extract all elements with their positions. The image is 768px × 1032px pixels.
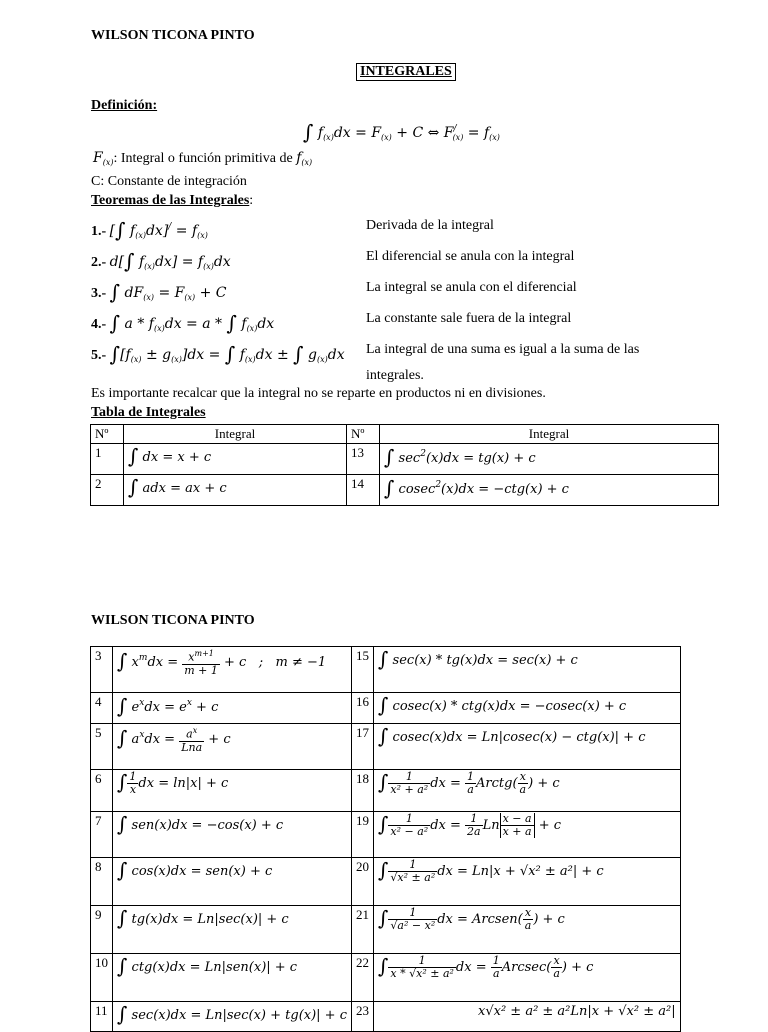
row-formula: ∫ sec(x) * tg(x)dx = sec(x) + c xyxy=(374,647,681,693)
theorems-heading-colon: : xyxy=(249,193,254,208)
integrals-table-page2 xyxy=(90,646,681,1032)
theorem-formula: d[∫ $f_{(x)}dx] = f_{(x)}dx$ xyxy=(109,249,231,273)
row-formula: x√x² ± a² ± a²Ln|x + √x² ± a²| xyxy=(374,1002,681,1032)
theorems-heading-text: Teoremas de las Integrales xyxy=(91,193,250,208)
table-row xyxy=(91,475,719,506)
row-number: 9 xyxy=(91,906,113,954)
row-formula: ∫ cosec$^2$(x)dx = −ctg(x) + c xyxy=(380,475,719,506)
row-number: 15 xyxy=(352,647,374,693)
theorem-2-desc: El diferencial se anula con la integral xyxy=(366,249,575,264)
theorem-5 xyxy=(91,340,345,364)
table-row xyxy=(91,1002,681,1032)
row-number: 6 xyxy=(91,770,113,812)
theorem-number: 2.- xyxy=(91,255,107,270)
row-formula: ∫ $x^mdx$ = $\frac{x^{m+1}}{m + 1}$ + c ; m ≠ −1 xyxy=(113,647,352,693)
row-number: 23 xyxy=(352,1002,374,1032)
row-number: 11 xyxy=(91,1002,113,1032)
row-number: 22 xyxy=(352,954,374,1002)
row-formula: ∫ sec(x)dx = Ln|sec(x) + tg(x)| + c xyxy=(113,1002,352,1032)
theorem-3 xyxy=(91,278,226,302)
definition-heading: Definición: xyxy=(91,98,158,113)
definition-f-desc: : Integral o función primitiva de xyxy=(113,151,297,166)
table-header-row xyxy=(91,425,719,444)
theorem-number: 4.- xyxy=(91,317,107,332)
theorem-3-desc: La integral se anula con el diferencial xyxy=(366,280,577,295)
theorem-number: 5.- xyxy=(91,348,107,363)
row-formula: ∫ $\frac{1}{\text{√x² ± a²}}$ dx = Ln|x + √x² ± a²| + c xyxy=(374,858,681,906)
header-num: Nº xyxy=(347,425,380,444)
row-formula: ∫ cosec(x) * ctg(x)dx = −cosec(x) + c xyxy=(374,693,681,724)
table-row xyxy=(91,444,719,475)
page-title-text: INTEGRALES xyxy=(360,64,452,79)
integrals-table-page1 xyxy=(90,424,719,506)
row-number: 16 xyxy=(352,693,374,724)
row-formula: ∫ $\frac{1}{\text{x * √x² ± a²}}$ dx = $\frac{1}{a}$ Arcsec( $\frac{x}{a}$ ) + c xyxy=(374,954,681,1002)
author-name: WILSON TICONA PINTO xyxy=(91,28,255,43)
theorem-formula: [∫ $f_{(x)}dx]^/ = f_{(x)}$ xyxy=(109,218,208,242)
row-number: 19 xyxy=(352,812,374,858)
table-row xyxy=(91,906,681,954)
table-row xyxy=(91,693,681,724)
row-number: 17 xyxy=(352,724,374,770)
row-formula: ∫ $\sec^2(x)dx = tg(x) + c$ xyxy=(380,444,719,475)
author-name-page2: WILSON TICONA PINTO xyxy=(91,613,255,628)
row-formula: ∫ cosec(x)dx = Ln|cosec(x) − ctg(x)| + c xyxy=(374,724,681,770)
row-formula: ∫ adx = ax + c xyxy=(124,475,347,506)
row-formula: ∫ $\frac{1}{\text{√a² − x²}}$ dx = Arcsen( $\frac{x}{a}$ ) + c xyxy=(374,906,681,954)
theorem-4-desc: La constante sale fuera de la integral xyxy=(366,311,572,326)
theorem-1 xyxy=(91,216,208,240)
row-number: 10 xyxy=(91,954,113,1002)
theorems-heading xyxy=(91,193,253,209)
row-formula: ∫ $e^xdx = e^x + c$ xyxy=(113,693,352,724)
table-row xyxy=(91,812,681,858)
definition-c-desc: C: Constante de integración xyxy=(91,174,247,189)
definition-f-line: $F_{(x)}$: Integral o función primitiva de $f_{(x)}$ xyxy=(93,150,313,167)
row-number: 1 xyxy=(91,444,124,475)
row-number: 5 xyxy=(91,724,113,770)
table-row xyxy=(91,770,681,812)
theorem-1-desc: Derivada de la integral xyxy=(366,218,494,233)
table-row xyxy=(91,724,681,770)
row-number: 4 xyxy=(91,693,113,724)
table-row xyxy=(91,858,681,906)
row-formula: ∫ sen(x)dx = −cos(x) + c xyxy=(113,812,352,858)
theorem-5-desc-cont: integrales. xyxy=(366,368,424,383)
header-num: Nº xyxy=(91,425,124,444)
row-formula: ∫ $\frac{1}{\text{x² + a²}}$ dx = $\frac{1}{a}$ Arctg( $\frac{x}{a}$ ) + c xyxy=(374,770,681,812)
row-formula: ∫ dx = x + c xyxy=(124,444,347,475)
row-number: 2 xyxy=(91,475,124,506)
row-number: 21 xyxy=(352,906,374,954)
theorem-number: 1.- xyxy=(91,224,107,239)
row-formula: ∫ $\frac{1}{\text{x² − a²}}$ dx = $\frac{1}{2a}$ Ln $\frac{x - a}{x + a}$ + c xyxy=(374,812,681,858)
row-number: 8 xyxy=(91,858,113,906)
row-number: 20 xyxy=(352,858,374,906)
row-number: 7 xyxy=(91,812,113,858)
table-heading: Tabla de Integrales xyxy=(91,405,206,420)
theorem-2 xyxy=(91,247,231,271)
table-row xyxy=(91,647,681,693)
theorems-note: Es importante recalcar que la integral no se reparte en productos ni en divisiones. xyxy=(91,386,546,401)
page-title xyxy=(356,63,456,81)
row-number: 14 xyxy=(347,475,380,506)
table-row xyxy=(91,954,681,1002)
row-number: 18 xyxy=(352,770,374,812)
theorem-formula: ∫ $a * f_{(x)}dx = a$ * ∫ $f_{(x)}dx$ xyxy=(109,311,275,335)
theorem-formula: ∫ $dF_{(x)} = F_{(x)} + C$ xyxy=(109,280,227,304)
header-integral: Integral xyxy=(124,425,347,444)
row-formula: ∫ $a^xdx$ = $\frac{a^x}{\text{Lna}}$ + c xyxy=(113,724,352,770)
theorem-formula: $\int[f_{(x)} \pm g_{(x)}]dx$ = ∫ $f_{(x)}dx$ ± ∫ $g_{(x)}dx$ xyxy=(109,342,345,366)
row-number: 13 xyxy=(347,444,380,475)
theorem-4 xyxy=(91,309,274,333)
row-formula: ∫ ctg(x)dx = Ln|sen(x)| + c xyxy=(113,954,352,1002)
theorem-5-desc: La integral de una suma es igual a la suma de las xyxy=(366,342,640,357)
row-number: 3 xyxy=(91,647,113,693)
row-formula: ∫ tg(x)dx = Ln|sec(x)| + c xyxy=(113,906,352,954)
header-integral: Integral xyxy=(380,425,719,444)
row-formula: ∫ $\frac{1}{x}$ dx = ln|x| + c xyxy=(113,770,352,812)
row-formula: ∫ cos(x)dx = sen(x) + c xyxy=(113,858,352,906)
theorem-number: 3.- xyxy=(91,286,107,301)
definition-formula: ∫ $f_{(x)}dx = F_{(x)} + C$ ⇔ $F^/_{(x)} = f_{(x)}$ xyxy=(303,120,500,144)
